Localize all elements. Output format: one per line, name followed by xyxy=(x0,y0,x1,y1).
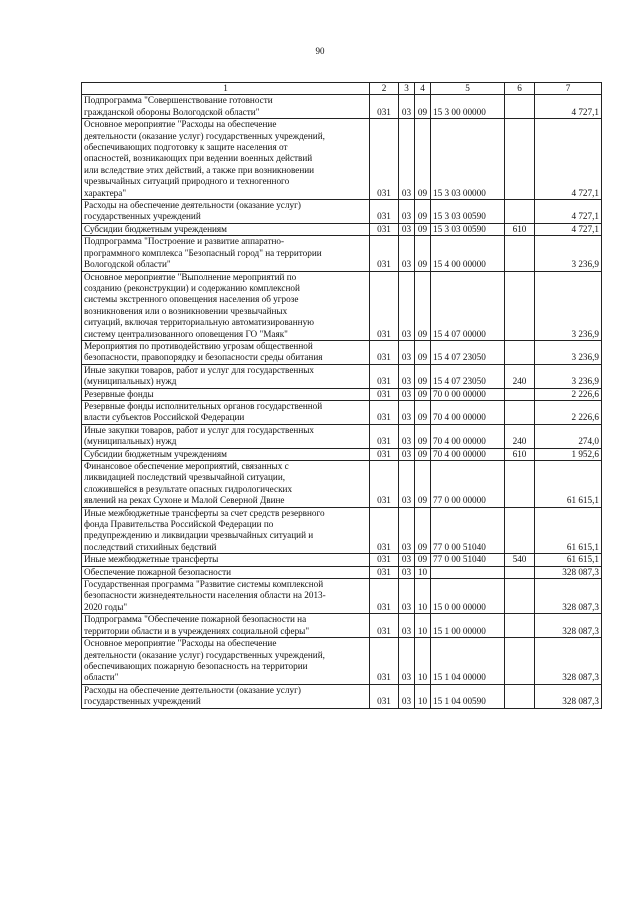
row-code-3: 03 xyxy=(399,579,415,614)
row-code-6: 240 xyxy=(505,424,535,448)
row-code-3: 03 xyxy=(399,400,415,424)
column-header: 6 xyxy=(505,83,535,95)
row-code-6 xyxy=(505,507,535,554)
row-code-4: 10 xyxy=(415,614,431,638)
row-code-3: 03 xyxy=(399,95,415,119)
row-code-2: 031 xyxy=(370,448,399,460)
row-name: Субсидии бюджетным учреждениям xyxy=(82,223,370,235)
row-code-6 xyxy=(505,119,535,200)
row-code-6 xyxy=(505,614,535,638)
row-code-6 xyxy=(505,200,535,224)
row-code-4: 09 xyxy=(415,223,431,235)
row-code-3: 03 xyxy=(399,566,415,578)
row-amount: 328 087,3 xyxy=(535,684,602,708)
row-code-2: 031 xyxy=(370,388,399,400)
row-code-3: 03 xyxy=(399,507,415,554)
table-row xyxy=(82,448,602,460)
row-code-5: 15 0 00 00000 xyxy=(431,579,505,614)
row-code-5: 15 1 00 00000 xyxy=(431,614,505,638)
row-code-5: 15 3 03 00590 xyxy=(431,200,505,224)
row-amount: 3 236,9 xyxy=(535,236,602,271)
row-code-5: 15 4 07 23050 xyxy=(431,340,505,364)
row-amount: 328 087,3 xyxy=(535,638,602,685)
row-code-4: 09 xyxy=(415,364,431,388)
table-row xyxy=(82,614,602,638)
row-name: Иные межбюджетные трансферты xyxy=(82,554,370,566)
table-row xyxy=(82,507,602,554)
row-code-4: 09 xyxy=(415,507,431,554)
row-amount: 61 615,1 xyxy=(535,507,602,554)
table-row xyxy=(82,638,602,685)
page-number: 90 xyxy=(315,46,325,56)
row-code-2: 031 xyxy=(370,236,399,271)
row-name: Иные межбюджетные трансферты за счет средств резервного фонда Правительства Российской Федерации по предупреждению и ликвидации чрезвычайных ситуаций и последствий стихийных бедствий xyxy=(82,507,370,554)
column-header: 2 xyxy=(370,83,399,95)
row-name: Субсидии бюджетным учреждениям xyxy=(82,448,370,460)
row-name: Расходы на обеспечение деятельности (оказание услуг) государственных учреждений xyxy=(82,684,370,708)
row-amount: 4 727,1 xyxy=(535,95,602,119)
row-amount: 61 615,1 xyxy=(535,461,602,508)
row-code-4: 10 xyxy=(415,684,431,708)
row-code-3: 03 xyxy=(399,200,415,224)
row-name: Подпрограмма "Построение и развитие аппаратно- программного комплекса "Безопасный город" на территории Вологодской области" xyxy=(82,236,370,271)
row-code-2: 031 xyxy=(370,119,399,200)
row-code-4: 09 xyxy=(415,424,431,448)
row-code-3: 03 xyxy=(399,461,415,508)
table-row xyxy=(82,223,602,235)
row-amount: 3 236,9 xyxy=(535,364,602,388)
row-code-5: 15 4 00 00000 xyxy=(431,236,505,271)
row-code-5: 70 0 00 00000 xyxy=(431,388,505,400)
row-code-5: 77 0 00 00000 xyxy=(431,461,505,508)
column-header: 3 xyxy=(399,83,415,95)
row-code-5: 70 4 00 00000 xyxy=(431,424,505,448)
table-row xyxy=(82,364,602,388)
table-row xyxy=(82,388,602,400)
row-code-4: 10 xyxy=(415,566,431,578)
row-code-6 xyxy=(505,461,535,508)
row-code-4: 10 xyxy=(415,638,431,685)
table-row xyxy=(82,200,602,224)
row-code-4: 09 xyxy=(415,236,431,271)
table-row xyxy=(82,579,602,614)
row-amount: 4 727,1 xyxy=(535,119,602,200)
row-code-4: 09 xyxy=(415,461,431,508)
row-amount: 328 087,3 xyxy=(535,566,602,578)
row-code-5: 15 3 03 00000 xyxy=(431,119,505,200)
row-code-2: 031 xyxy=(370,507,399,554)
row-code-4: 09 xyxy=(415,400,431,424)
row-code-3: 03 xyxy=(399,684,415,708)
row-code-3: 03 xyxy=(399,388,415,400)
row-code-2: 031 xyxy=(370,271,399,340)
row-code-3: 03 xyxy=(399,638,415,685)
row-code-2: 031 xyxy=(370,684,399,708)
row-code-4: 09 xyxy=(415,340,431,364)
row-code-6: 540 xyxy=(505,554,535,566)
row-amount: 274,0 xyxy=(535,424,602,448)
table-row xyxy=(82,119,602,200)
row-name: Государственная программа "Развитие системы комплексной безопасности жизнедеятельности населения области на 2013- 2020 годы" xyxy=(82,579,370,614)
row-name: Резервные фонды xyxy=(82,388,370,400)
row-name: Основное мероприятие "Расходы на обеспечение деятельности (оказание услуг) государственных учреждений, обеспечивающих подготовку к защите населения от опасностей, возникающих при ведении военных действий или вследствие этих действий, а также при возникновении чрезвычайных ситуаций природного и техногенного характера" xyxy=(82,119,370,200)
row-name: Финансовое обеспечение мероприятий, связанных с ликвидацией последствий чрезвычайной ситуации, сложившейся в результате опасных гидрологических явлений на реках Сухоне и Малой Северной Двине xyxy=(82,461,370,508)
row-amount: 3 236,9 xyxy=(535,340,602,364)
row-amount: 2 226,6 xyxy=(535,400,602,424)
row-code-4: 09 xyxy=(415,554,431,566)
row-code-3: 03 xyxy=(399,554,415,566)
row-code-3: 03 xyxy=(399,614,415,638)
row-code-5: 15 4 07 23050 xyxy=(431,364,505,388)
row-code-2: 031 xyxy=(370,461,399,508)
row-code-5: 15 3 03 00590 xyxy=(431,223,505,235)
row-amount: 4 727,1 xyxy=(535,200,602,224)
row-amount: 4 727,1 xyxy=(535,223,602,235)
table-row xyxy=(82,554,602,566)
row-code-4: 09 xyxy=(415,95,431,119)
header-row xyxy=(82,83,602,95)
row-code-6 xyxy=(505,566,535,578)
row-code-4: 10 xyxy=(415,579,431,614)
row-code-2: 031 xyxy=(370,614,399,638)
budget-table xyxy=(81,82,602,709)
row-name: Основное мероприятие "Расходы на обеспечение деятельности (оказание услуг) государственных учреждений, обеспечивающих пожарную безопасность на территории области" xyxy=(82,638,370,685)
row-code-6 xyxy=(505,579,535,614)
row-name: Иные закупки товаров, работ и услуг для государственных (муниципальных) нужд xyxy=(82,424,370,448)
row-code-5: 70 4 00 00000 xyxy=(431,400,505,424)
row-amount: 328 087,3 xyxy=(535,579,602,614)
row-amount: 3 236,9 xyxy=(535,271,602,340)
column-header: 4 xyxy=(415,83,431,95)
row-code-3: 03 xyxy=(399,364,415,388)
table-row xyxy=(82,95,602,119)
row-code-6 xyxy=(505,236,535,271)
row-code-4: 09 xyxy=(415,271,431,340)
row-code-2: 031 xyxy=(370,200,399,224)
row-code-3: 03 xyxy=(399,340,415,364)
table-row xyxy=(82,400,602,424)
table-row xyxy=(82,271,602,340)
row-code-2: 031 xyxy=(370,424,399,448)
column-header: 7 xyxy=(535,83,602,95)
row-code-4: 09 xyxy=(415,448,431,460)
row-code-6 xyxy=(505,638,535,685)
row-code-5: 15 1 04 00000 xyxy=(431,638,505,685)
row-name: Обеспечение пожарной безопасности xyxy=(82,566,370,578)
row-code-6: 610 xyxy=(505,223,535,235)
row-code-2: 031 xyxy=(370,554,399,566)
column-header: 5 xyxy=(431,83,505,95)
row-code-6 xyxy=(505,340,535,364)
row-code-2: 031 xyxy=(370,340,399,364)
row-code-5: 70 4 00 00000 xyxy=(431,448,505,460)
row-code-4: 09 xyxy=(415,388,431,400)
row-code-2: 031 xyxy=(370,579,399,614)
row-code-6 xyxy=(505,684,535,708)
row-name: Расходы на обеспечение деятельности (оказание услуг) государственных учреждений xyxy=(82,200,370,224)
column-header: 1 xyxy=(82,83,370,95)
row-code-2: 031 xyxy=(370,223,399,235)
row-name: Мероприятия по противодействию угрозам общественной безопасности, правопорядку и безопасности среды обитания xyxy=(82,340,370,364)
row-amount: 1 952,6 xyxy=(535,448,602,460)
row-code-3: 03 xyxy=(399,236,415,271)
row-code-2: 031 xyxy=(370,364,399,388)
row-name: Подпрограмма "Совершенствование готовности гражданской обороны Вологодской области" xyxy=(82,95,370,119)
row-code-6: 610 xyxy=(505,448,535,460)
row-code-3: 03 xyxy=(399,424,415,448)
row-code-5: 15 1 04 00590 xyxy=(431,684,505,708)
row-code-3: 03 xyxy=(399,223,415,235)
row-code-2: 031 xyxy=(370,638,399,685)
row-code-5: 15 4 07 00000 xyxy=(431,271,505,340)
row-amount: 328 087,3 xyxy=(535,614,602,638)
row-code-3: 03 xyxy=(399,271,415,340)
row-amount: 2 226,6 xyxy=(535,388,602,400)
table-row xyxy=(82,424,602,448)
table-row xyxy=(82,340,602,364)
row-code-2: 031 xyxy=(370,566,399,578)
row-code-4: 09 xyxy=(415,200,431,224)
table-row xyxy=(82,684,602,708)
row-code-5 xyxy=(431,566,505,578)
row-code-4: 09 xyxy=(415,119,431,200)
table-row xyxy=(82,236,602,271)
row-name: Подпрограмма "Обеспечение пожарной безопасности на территории области и в учреждениях социальной сферы" xyxy=(82,614,370,638)
row-code-6 xyxy=(505,95,535,119)
row-code-2: 031 xyxy=(370,400,399,424)
row-code-5: 77 0 00 51040 xyxy=(431,507,505,554)
row-code-3: 03 xyxy=(399,119,415,200)
row-code-6 xyxy=(505,400,535,424)
row-code-5: 77 0 00 51040 xyxy=(431,554,505,566)
row-amount: 61 615,1 xyxy=(535,554,602,566)
row-name: Резервные фонды исполнительных органов государственной власти субъектов Российской Федерации xyxy=(82,400,370,424)
row-name: Иные закупки товаров, работ и услуг для государственных (муниципальных) нужд xyxy=(82,364,370,388)
row-code-6: 240 xyxy=(505,364,535,388)
row-code-6 xyxy=(505,271,535,340)
row-code-2: 031 xyxy=(370,95,399,119)
table-row xyxy=(82,461,602,508)
row-code-5: 15 3 00 00000 xyxy=(431,95,505,119)
row-code-6 xyxy=(505,388,535,400)
row-code-3: 03 xyxy=(399,448,415,460)
table-row xyxy=(82,566,602,578)
row-name: Основное мероприятие "Выполнение мероприятий по созданию (реконструкции) и содержанию комплексной системы экстренного оповещения населения об угрозе возникновения или о возникновении чрезвычайных ситуаций, включая территориальную автоматизированную систему централизованного оповещения ГО "Маяк" xyxy=(82,271,370,340)
